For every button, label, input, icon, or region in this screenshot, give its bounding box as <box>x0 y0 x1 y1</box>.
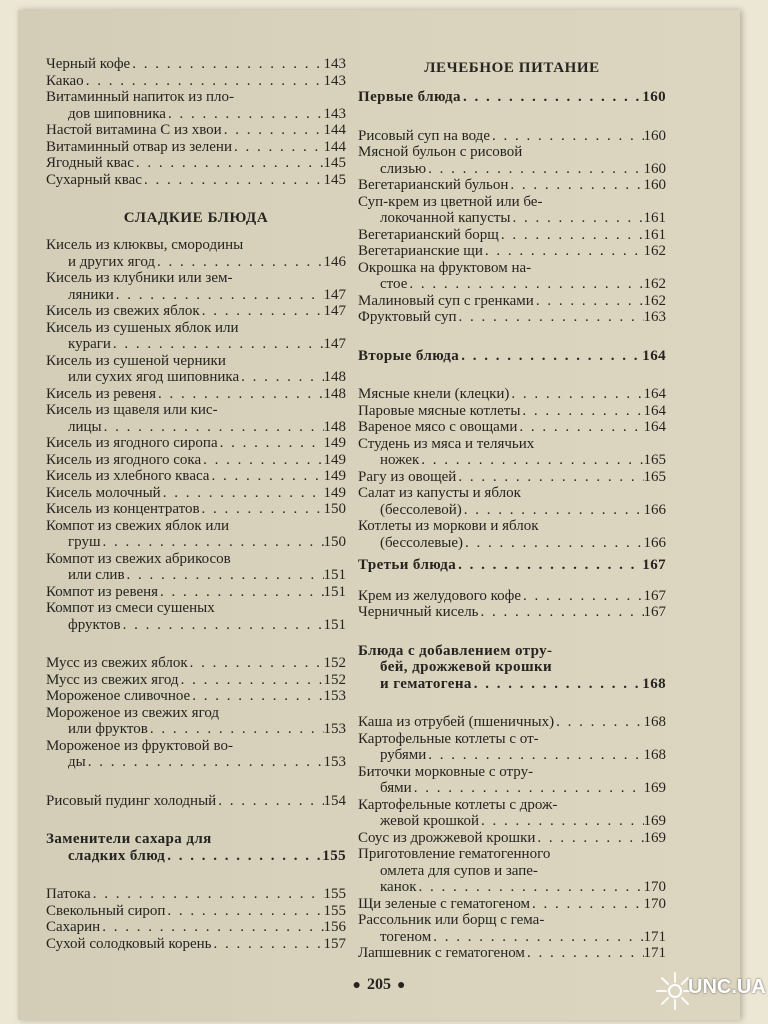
toc-entry-text: рубями <box>380 747 427 763</box>
dot-leader <box>426 161 643 178</box>
dot-leader <box>509 386 643 403</box>
toc-entry-text: Крем из желудового кофе <box>358 587 522 604</box>
toc-entry <box>46 903 346 920</box>
toc-page-number: 145 <box>323 171 346 188</box>
toc-page-number: 147 <box>323 286 346 303</box>
toc-entry-text: Мусс из свежих ягод <box>46 671 179 688</box>
toc-entry <box>358 764 666 797</box>
toc-entry-text: Кисель из клубники или зем- <box>46 270 233 286</box>
toc-entry <box>46 584 346 601</box>
toc-page-number: 160 <box>642 89 666 105</box>
toc-entry-text: Мясной бульон с рисовой <box>358 144 523 160</box>
toc-entry <box>358 604 666 621</box>
toc-entry <box>46 468 346 485</box>
toc-page-number: 168 <box>643 714 666 730</box>
toc-entry <box>46 320 346 353</box>
toc-entry-text: слизью <box>380 160 427 177</box>
dot-leader <box>426 747 643 764</box>
toc-entry-text: канок <box>380 879 417 895</box>
dot-leader <box>200 501 324 518</box>
toc-page-number: 154 <box>323 792 346 809</box>
dot-leader <box>86 754 324 771</box>
dot-leader <box>201 452 323 469</box>
toc-entry-text: Сахарин <box>46 919 101 935</box>
dot-leader <box>535 830 643 847</box>
toc-entry-text: Суп-крем из цветной или бе- <box>358 193 543 210</box>
toc-entry <box>46 155 346 172</box>
toc-entry-text: ножек <box>380 452 420 468</box>
toc-page-number: 157 <box>323 935 346 952</box>
dot-leader <box>490 128 644 145</box>
toc-entry <box>46 452 346 469</box>
toc-section-entry <box>358 348 666 365</box>
toc-entry-text: Фруктовый суп <box>358 309 457 325</box>
toc-entry-text: Заменители сахара для <box>46 831 212 847</box>
toc-entry-text: Какао <box>46 72 84 89</box>
toc-page-number: 164 <box>642 347 666 364</box>
toc-entry-text: Черничный кисель <box>358 604 479 620</box>
toc-entry <box>46 518 346 551</box>
toc-entry <box>358 896 666 913</box>
toc-entry <box>358 144 666 177</box>
toc-entry-text: Рассольник или борщ с гема- <box>358 912 545 928</box>
dot-leader <box>142 172 324 189</box>
toc-page-number: 164 <box>643 386 666 402</box>
toc-entry-text: фруктов <box>68 616 121 633</box>
dot-leader <box>156 386 323 403</box>
toc-page-number: 149 <box>323 484 346 501</box>
dot-leader <box>511 210 644 227</box>
toc-entry-text: Кисель молочный <box>46 484 161 501</box>
section-heading: ЛЕЧЕБНОЕ ПИТАНИЕ <box>424 60 600 76</box>
toc-entry-text: Сухой солодковый корень <box>46 935 212 952</box>
toc-page-number: 149 <box>323 435 346 451</box>
toc-entry-text: Витаминный отвар из зелени <box>46 138 232 155</box>
toc-entry <box>358 731 666 764</box>
dot-leader <box>209 468 323 485</box>
toc-entry-text: Приготовление гематогенного <box>358 846 551 862</box>
toc-entry <box>46 237 346 270</box>
toc-entry-text: (бессолевые) <box>380 534 464 551</box>
dot-leader <box>521 588 643 605</box>
toc-section-entry <box>358 89 666 106</box>
toc-entry <box>358 128 666 145</box>
toc-page-number: 148 <box>323 369 346 385</box>
toc-entry <box>46 655 346 672</box>
toc-entry-text: Картофельные котлеты с от- <box>358 730 539 747</box>
toc-page-number: 168 <box>643 747 666 763</box>
toc-page-number: 161 <box>643 226 666 243</box>
toc-entry <box>358 194 666 227</box>
dot-leader <box>216 793 323 810</box>
toc-entry-text: бей, дрожжевой крошки <box>380 659 553 675</box>
bullet-icon: ● <box>352 978 361 993</box>
toc-entry <box>46 89 346 122</box>
toc-entry-text: Вегетарианский бульон <box>358 177 509 193</box>
toc-entry <box>46 122 346 139</box>
toc-entry <box>46 688 346 705</box>
toc-entry-text: Кисель из ревеня <box>46 385 157 402</box>
dot-leader <box>508 177 643 194</box>
toc-entry <box>46 886 346 903</box>
dot-leader <box>525 945 644 962</box>
toc-entry-text: Соус из дрожжевой крошки <box>358 829 536 846</box>
dot-leader <box>456 469 643 486</box>
toc-page-number: 155 <box>323 902 346 919</box>
toc-entry-text: или фруктов <box>68 721 148 737</box>
toc-entry-text: ляники <box>68 286 114 303</box>
toc-entry-text: Черный кофе <box>46 56 131 72</box>
toc-entry <box>46 402 346 435</box>
toc-page-number: 148 <box>323 418 346 435</box>
dot-leader <box>155 254 323 271</box>
dot-leader <box>483 243 644 260</box>
toc-entry-text: Вегетарианский борщ <box>358 226 499 243</box>
toc-page-number: 144 <box>323 122 346 138</box>
toc-entry <box>46 172 346 189</box>
toc-entry <box>46 793 346 810</box>
toc-page-number: 143 <box>323 72 346 89</box>
toc-entry <box>358 912 666 945</box>
dot-leader <box>554 714 643 731</box>
toc-page-number: 165 <box>643 468 666 485</box>
toc-entry <box>358 436 666 469</box>
toc-page-number: 145 <box>323 155 346 171</box>
toc-entry <box>46 73 346 90</box>
toc-entry-text: или сухих ягод шиповника <box>68 369 240 385</box>
toc-entry-text: Паровые мясные котлеты <box>358 402 521 419</box>
toc-entry-text: Витаминный напиток из пло- <box>46 89 235 105</box>
dot-leader <box>412 780 644 797</box>
toc-entry <box>358 469 666 486</box>
toc-page-number: 148 <box>323 385 346 402</box>
toc-entry-text: Мясные кнели (клецки) <box>358 386 510 402</box>
toc-entry-text: Вареное мясо с овощами <box>358 419 518 435</box>
dot-leader <box>179 672 324 689</box>
toc-entry-text: Кисель из ягодного сиропа <box>46 435 218 451</box>
toc-entry <box>358 386 666 403</box>
dot-leader <box>520 403 643 420</box>
toc-entry-text: Первые блюда <box>358 89 461 105</box>
dot-leader <box>457 309 644 326</box>
toc-entry-text: Рисовый пудинг холодный <box>46 792 217 809</box>
toc-entry-text: Мороженое из фруктовой во- <box>46 737 233 754</box>
toc-entry-text: Вторые блюда <box>358 347 460 364</box>
toc-entry-text: локочанной капусты <box>380 210 511 226</box>
toc-entry-text: (бессолевой) <box>380 501 462 518</box>
toc-entry <box>358 797 666 830</box>
toc-entry-text: Вегетарианские щи <box>358 243 483 259</box>
dot-leader <box>407 276 643 293</box>
dot-leader <box>121 617 324 634</box>
dot-leader <box>534 293 644 310</box>
dot-leader <box>102 419 324 436</box>
toc-entry-text: Компот из свежих яблок или <box>46 517 229 534</box>
toc-page-number: 160 <box>643 160 666 177</box>
toc-entry <box>358 419 666 436</box>
toc-entry <box>358 945 666 962</box>
dot-leader <box>101 534 324 551</box>
dot-leader <box>222 122 324 139</box>
toc-page-number: 162 <box>643 243 666 259</box>
dot-leader <box>479 604 644 621</box>
toc-page-number: 147 <box>323 303 346 319</box>
toc-entry <box>358 227 666 244</box>
toc-entry <box>46 386 346 403</box>
toc-page-number: 166 <box>643 534 666 551</box>
toc-entry-text: дов шиповника <box>68 105 166 122</box>
toc-entry-text: кураги <box>68 336 111 352</box>
toc-entry-text: Сухарный квас <box>46 171 142 188</box>
toc-entry <box>46 56 346 73</box>
toc-entry-text: Кисель из сушеных яблок или <box>46 319 239 336</box>
toc-page-number: 150 <box>323 534 346 550</box>
toc-entry-text: Патока <box>46 886 91 902</box>
toc-entry-text: Кисель из ягодного сока <box>46 451 202 468</box>
dot-leader <box>462 502 644 519</box>
toc-page-number: 169 <box>643 780 666 796</box>
toc-entry-text: Компот из смеси сушеных <box>46 600 215 616</box>
toc-entry-text: и других ягод <box>68 253 156 270</box>
toc-entry-text: Кисель из свежих яблок <box>46 303 200 319</box>
toc-entry-text: лицы <box>68 418 102 435</box>
toc-entry <box>46 139 346 156</box>
toc-page-number: 171 <box>643 945 666 961</box>
toc-section-entry <box>358 643 666 693</box>
toc-page-number: 170 <box>643 895 666 912</box>
dot-leader <box>161 485 324 502</box>
dot-leader <box>91 886 324 903</box>
dot-leader <box>239 369 323 386</box>
dot-leader <box>218 435 324 452</box>
toc-entry <box>46 551 346 584</box>
toc-page-number: 160 <box>643 127 666 144</box>
toc-page-number: 165 <box>643 452 666 468</box>
dot-leader <box>111 336 324 353</box>
toc-entry-text: Ягодный квас <box>46 155 134 171</box>
toc-entry-text: стое <box>380 276 408 292</box>
dot-leader <box>165 903 323 920</box>
dot-leader <box>459 348 642 365</box>
toc-entry-text: Кисель из щавеля или кис- <box>46 402 218 418</box>
toc-page-number: 153 <box>323 688 346 704</box>
toc-page-number: 167 <box>643 604 666 620</box>
toc-entry-text: Компот из свежих абрикосов <box>46 550 231 567</box>
toc-section-entry <box>358 557 666 574</box>
toc-page-number: 147 <box>323 336 346 352</box>
toc-entry-text: Настой витамина С из хвои <box>46 122 222 138</box>
toc-entry-text: Мороженое сливочное <box>46 688 191 704</box>
dot-leader <box>456 557 642 574</box>
toc-page-number: 152 <box>323 671 346 688</box>
toc-entry-text: Свекольный сироп <box>46 902 166 919</box>
toc-entry-text: бями <box>380 780 412 796</box>
dot-leader <box>100 919 323 936</box>
toc-entry-text: Окрошка на фруктовом на- <box>358 259 532 276</box>
toc-entry <box>46 705 346 738</box>
watermark <box>654 970 764 1014</box>
toc-entry-text: Рагу из овощей <box>358 468 457 485</box>
toc-entry-text: Малиновый суп с гренками <box>358 292 534 309</box>
dot-leader <box>419 452 643 469</box>
dot-leader <box>134 155 324 172</box>
toc-column-left <box>46 56 346 952</box>
toc-page-number: 166 <box>643 501 666 518</box>
dot-leader <box>190 688 323 705</box>
toc-page-number: 152 <box>323 655 346 671</box>
dot-leader <box>499 227 644 244</box>
toc-entry <box>46 485 346 502</box>
toc-entry <box>46 435 346 452</box>
bullet-icon: ● <box>397 978 406 993</box>
toc-entry <box>46 353 346 386</box>
toc-page-number: 156 <box>323 919 346 935</box>
dot-leader <box>125 567 324 584</box>
toc-entry-text: Кисель из хлебного кваса <box>46 468 210 484</box>
dot-leader <box>530 896 643 913</box>
toc-entry-text: Кисель из клюквы, смородины <box>46 237 244 253</box>
toc-entry <box>358 518 666 551</box>
dot-leader <box>130 56 323 73</box>
toc-entry <box>358 243 666 260</box>
toc-page-number: 149 <box>323 468 346 484</box>
toc-page-number: 163 <box>643 309 666 325</box>
toc-page-number: 160 <box>643 177 666 193</box>
toc-entry-text: Мусс из свежих яблок <box>46 655 188 671</box>
toc-page-number: 164 <box>643 402 666 419</box>
toc-entry <box>46 501 346 518</box>
toc-entry-text: и гематогена <box>380 675 472 692</box>
toc-page-number: 170 <box>643 879 666 895</box>
dot-leader <box>461 89 642 106</box>
toc-entry-text: Кисель из сушеной черники <box>46 352 226 369</box>
toc-page-number: 168 <box>642 675 666 692</box>
toc-page-number: 162 <box>643 292 666 309</box>
toc-entry-text: Каша из отрубей (пшеничных) <box>358 714 555 730</box>
toc-page-number: 171 <box>643 928 666 945</box>
toc-entry <box>358 830 666 847</box>
watermark-text: UNC.UA <box>688 976 766 998</box>
dot-leader <box>417 879 644 896</box>
toc-entry-text: Рисовый суп на воде <box>358 127 490 144</box>
dot-leader <box>472 676 643 693</box>
toc-entry <box>46 303 346 320</box>
section-heading: СЛАДКИЕ БЛЮДА <box>123 210 269 226</box>
toc-entry <box>358 846 666 896</box>
toc-page-number: 151 <box>323 616 346 633</box>
toc-entry-text: ды <box>68 754 86 770</box>
dot-leader <box>200 303 324 320</box>
dot-leader <box>517 419 643 436</box>
toc-entry <box>46 600 346 633</box>
toc-page-number: 151 <box>323 567 346 583</box>
toc-page-number: 153 <box>323 754 346 770</box>
toc-entry-text: тогеном <box>380 928 432 945</box>
dot-leader <box>114 287 324 304</box>
toc-entry <box>358 177 666 194</box>
toc-page-number: 153 <box>323 721 346 737</box>
dot-leader <box>165 848 322 865</box>
toc-page-number: 146 <box>323 253 346 270</box>
toc-page-number: 167 <box>642 557 666 573</box>
toc-page-number: 149 <box>323 451 346 468</box>
dot-leader <box>431 929 643 946</box>
toc-entry <box>358 309 666 326</box>
dot-leader <box>479 813 644 830</box>
toc-entry-text: Щи зеленые с гематогеном <box>358 895 531 912</box>
toc-entry-text: Котлеты из моркови и яблок <box>358 518 539 534</box>
toc-entry-text: Студень из мяса и телячьих <box>358 435 535 452</box>
toc-page-number: 151 <box>323 583 346 600</box>
toc-entry-text: Лапшевник с гематогеном <box>358 945 525 961</box>
book-page <box>18 10 740 1020</box>
toc-page-number: 167 <box>643 587 666 604</box>
toc-entry <box>46 270 346 303</box>
toc-page-number: 150 <box>323 501 346 517</box>
toc-entry <box>358 403 666 420</box>
toc-entry-text: Третьи блюда <box>358 557 457 573</box>
toc-column-right <box>358 56 666 962</box>
page-number-text: 205 <box>367 976 391 993</box>
toc-entry-text: жевой крошкой <box>380 813 479 829</box>
toc-page-number: 155 <box>323 886 346 902</box>
dot-leader <box>166 106 324 123</box>
toc-entry-text: Картофельные котлеты с дрож- <box>358 796 558 813</box>
dot-leader <box>232 139 324 156</box>
dot-leader <box>84 73 324 90</box>
toc-page-number: 143 <box>323 105 346 122</box>
toc-entry-text: сладких блюд <box>68 847 166 864</box>
dot-leader <box>212 936 324 953</box>
toc-page-number: 162 <box>643 276 666 292</box>
toc-entry <box>46 738 346 771</box>
toc-entry-text: груш <box>68 534 101 550</box>
toc-entry-text: Кисель из концентратов <box>46 501 200 517</box>
dot-leader <box>463 535 643 552</box>
toc-page-number: 143 <box>323 56 346 72</box>
dot-leader <box>188 655 324 672</box>
toc-entry <box>358 293 666 310</box>
toc-entry-text: Салат из капусты и яблок <box>358 485 521 501</box>
toc-section-entry <box>46 831 346 864</box>
toc-entry <box>46 919 346 936</box>
toc-page-number: 164 <box>643 419 666 435</box>
toc-entry <box>358 260 666 293</box>
dot-leader <box>158 584 323 601</box>
page-number <box>18 976 740 994</box>
toc-entry-text: или слив <box>68 567 125 583</box>
toc-entry-text: Биточки морковные с отру- <box>358 763 534 780</box>
toc-entry-text: Мороженое из свежих ягод <box>46 704 220 721</box>
toc-entry-text: Компот из ревеня <box>46 583 159 600</box>
toc-page-number: 144 <box>323 138 346 155</box>
dot-leader <box>148 721 324 738</box>
toc-page-number: 161 <box>643 210 666 226</box>
toc-entry <box>46 672 346 689</box>
toc-page-number: 169 <box>643 829 666 846</box>
toc-entry-text: омлета для супов и запе- <box>380 862 538 879</box>
toc-entry <box>46 936 346 953</box>
toc-entry-text: Блюда с добавлением отру- <box>358 642 553 659</box>
toc-entry <box>358 588 666 605</box>
toc-page-number: 155 <box>322 847 346 864</box>
toc-page-number: 169 <box>643 813 666 829</box>
toc-entry <box>358 714 666 731</box>
toc-entry <box>358 485 666 518</box>
